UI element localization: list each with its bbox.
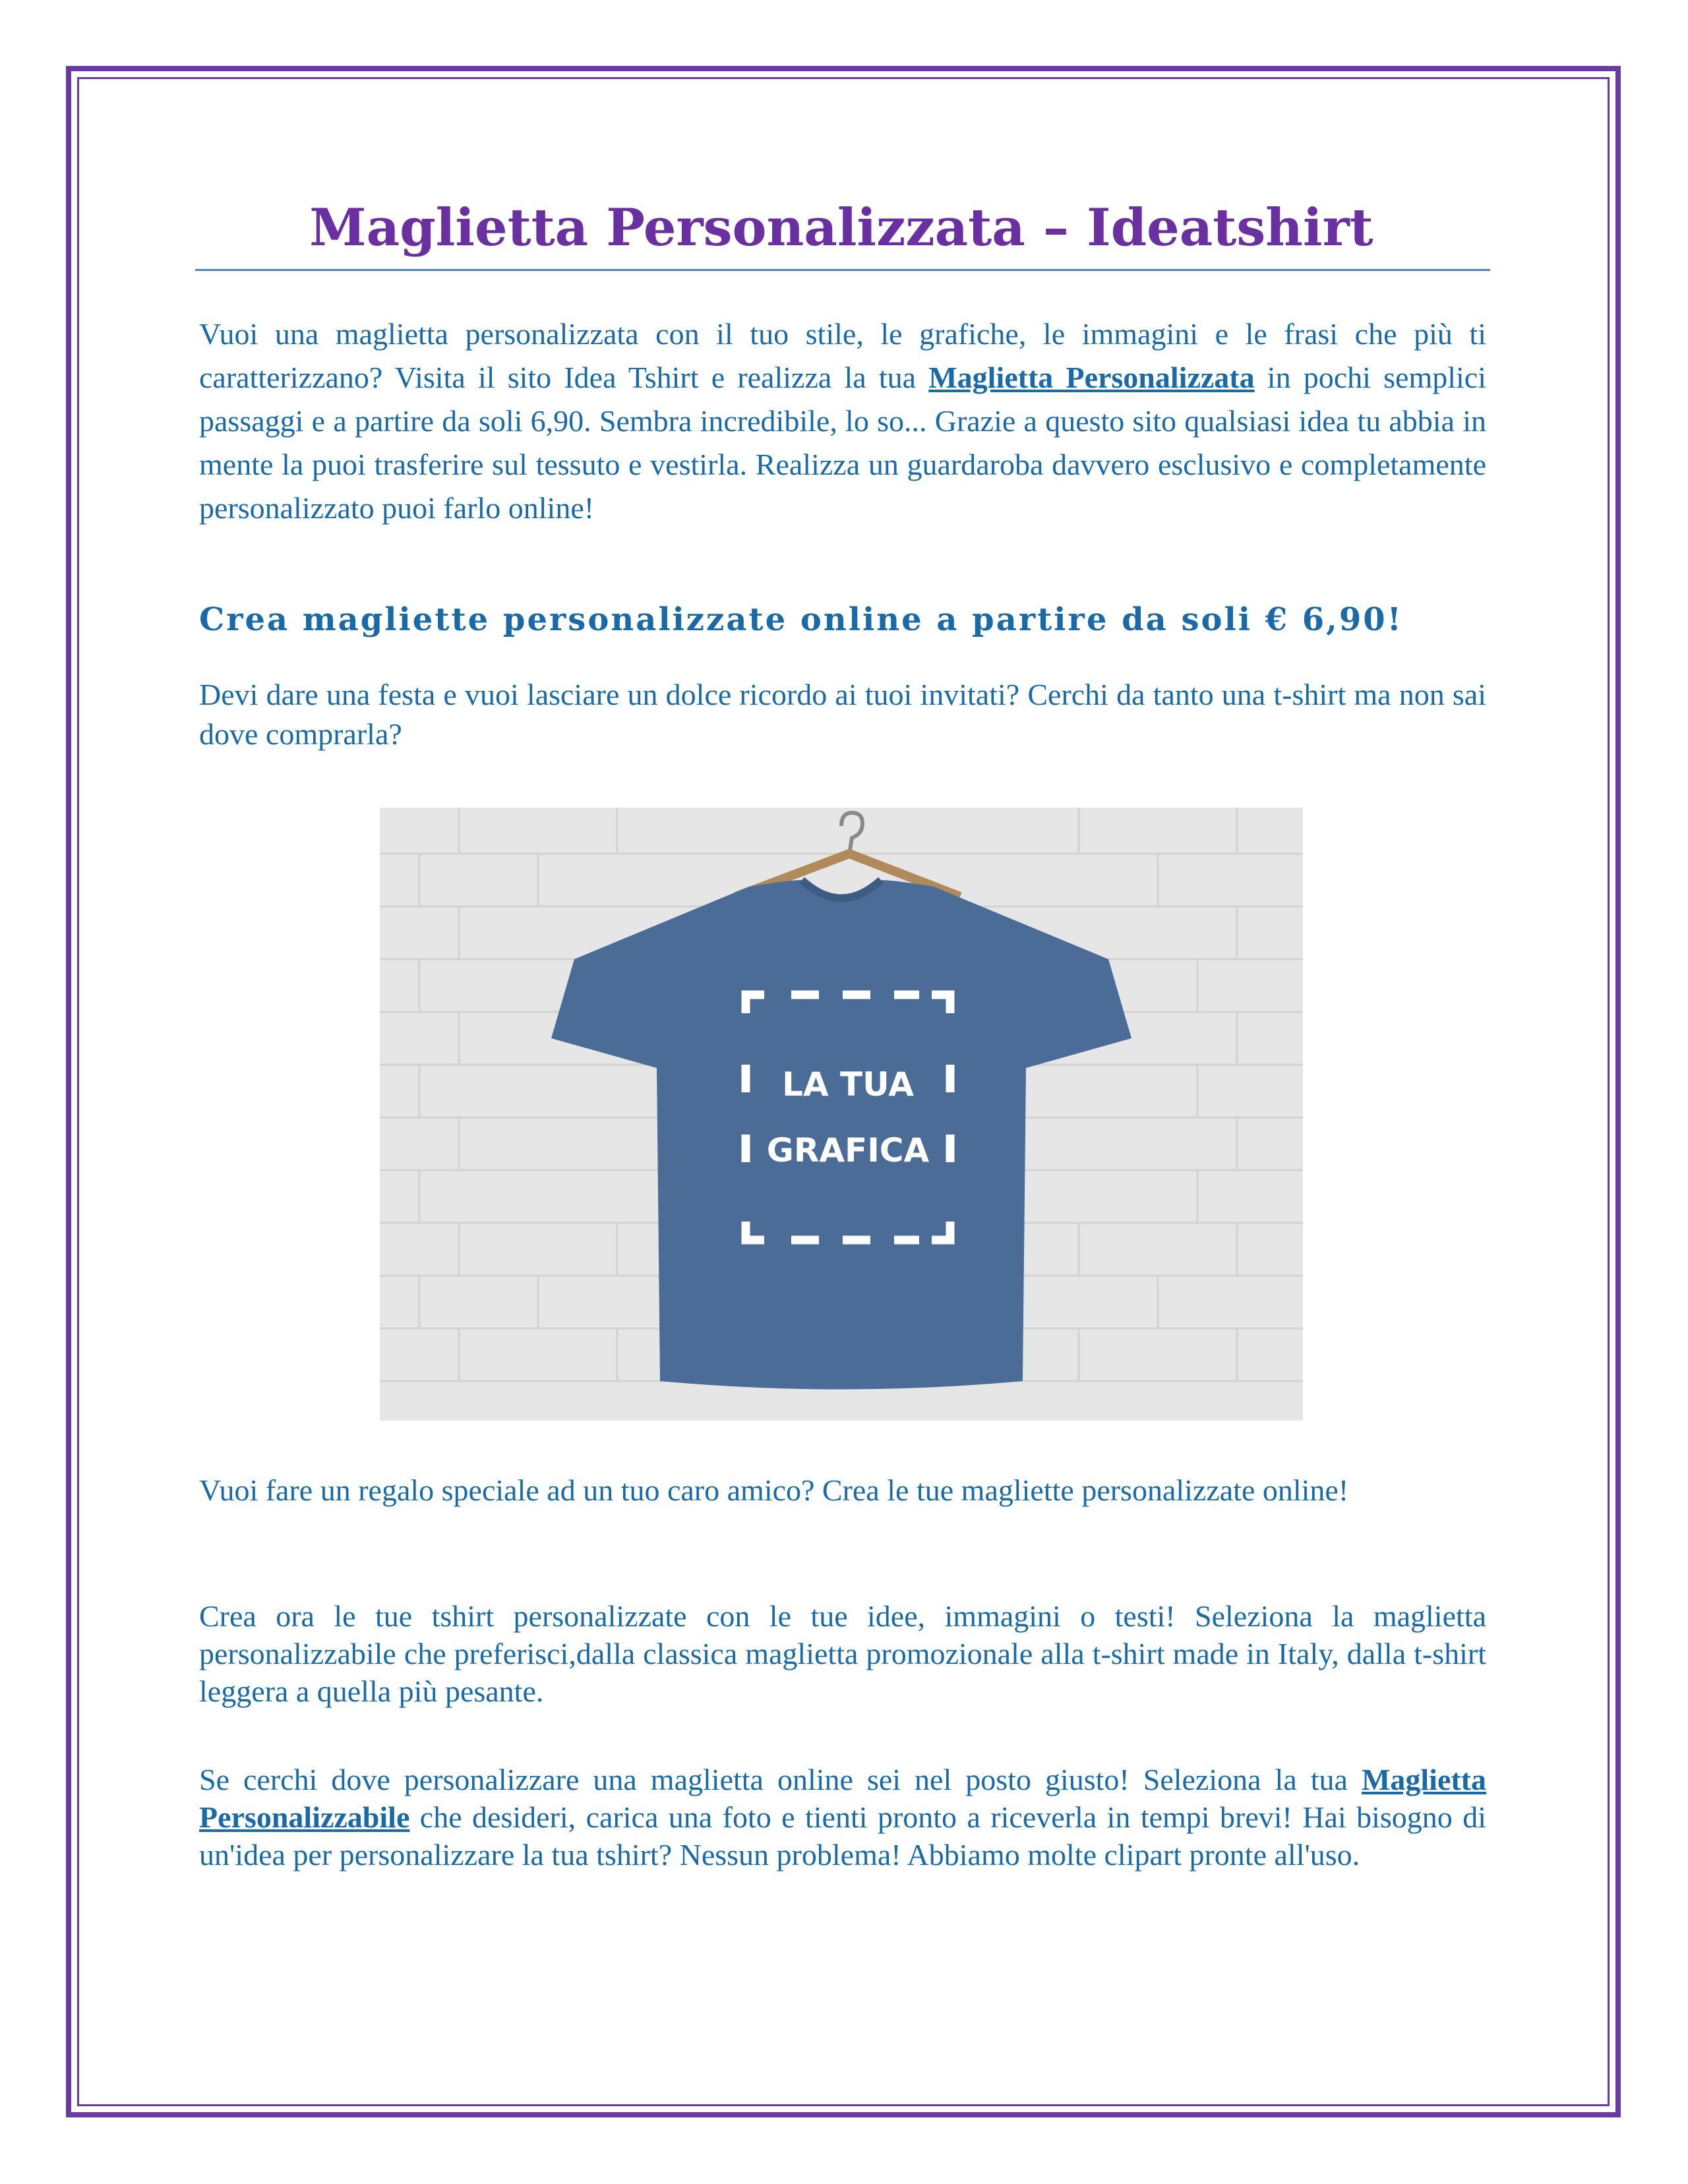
maglietta-personalizzabile-link[interactable]: Maglietta Personalizzabile [199, 1763, 1486, 1834]
search-text-after: che desideri, carica una foto e tienti pronto a riceverla in tempi brevi! Hai bisogno di un'idea per personalizzare la tua tshirt? Nessun problema! Abbiamo molte clipart pronte all'uso. [199, 1800, 1486, 1872]
tshirt-product-image [380, 808, 1303, 1421]
intro-text-before: Vuoi una maglietta personalizzata con il tuo stile, le grafiche, le immagini e le frasi che più ti caratterizzano? Visita il sito Idea Tshirt e realizza la tua [199, 317, 1486, 394]
print-text-line2: GRAFICA [766, 1131, 930, 1169]
tshirt-illustration [380, 808, 1303, 1421]
gift-paragraph: Vuoi fare un regalo speciale ad un tuo caro amico? Crea le tue magliette personalizzate online! [199, 1473, 1349, 1507]
print-text-line1: LA TUA [782, 1065, 914, 1104]
section-heading: Crea magliette personalizzate online a partire da soli € 6,90! [199, 601, 1403, 638]
intro-text-after: in pochi semplici passaggi e a partire da soli 6,90. Sembra incredibile, lo so... Grazie a questo sito qualsiasi idea tu abbia in mente la puoi trasferire sul tessuto e vestirla. Realizza un guardaroba davvero esclusivo e completamente personalizzato puoi farlo online! [199, 361, 1486, 525]
title-underline [195, 269, 1490, 271]
party-paragraph: Devi dare una festa e vuoi lasciare un dolce ricordo ai tuoi invitati? Cerchi da tanto una t-shirt ma non sai dove comprarla? [199, 678, 1486, 751]
page-title: Maglietta Personalizzata – Ideatshirt [309, 198, 1373, 258]
maglietta-personalizzata-link[interactable]: Maglietta Personalizzata [928, 361, 1255, 394]
search-paragraph [199, 1761, 1486, 1874]
create-paragraph: Crea ora le tue tshirt personalizzate con le tue idee, immagini o testi! Seleziona la maglietta personalizzabile che preferisci,dalla classica maglietta promozionale alla t-shirt made in Italy, dalla t-shirt leggera a quella più pesante. [199, 1599, 1486, 1708]
intro-paragraph [199, 312, 1486, 530]
search-text-before: Se cerchi dove personalizzare una maglietta online sei nel posto giusto! Seleziona la tua [199, 1763, 1362, 1796]
